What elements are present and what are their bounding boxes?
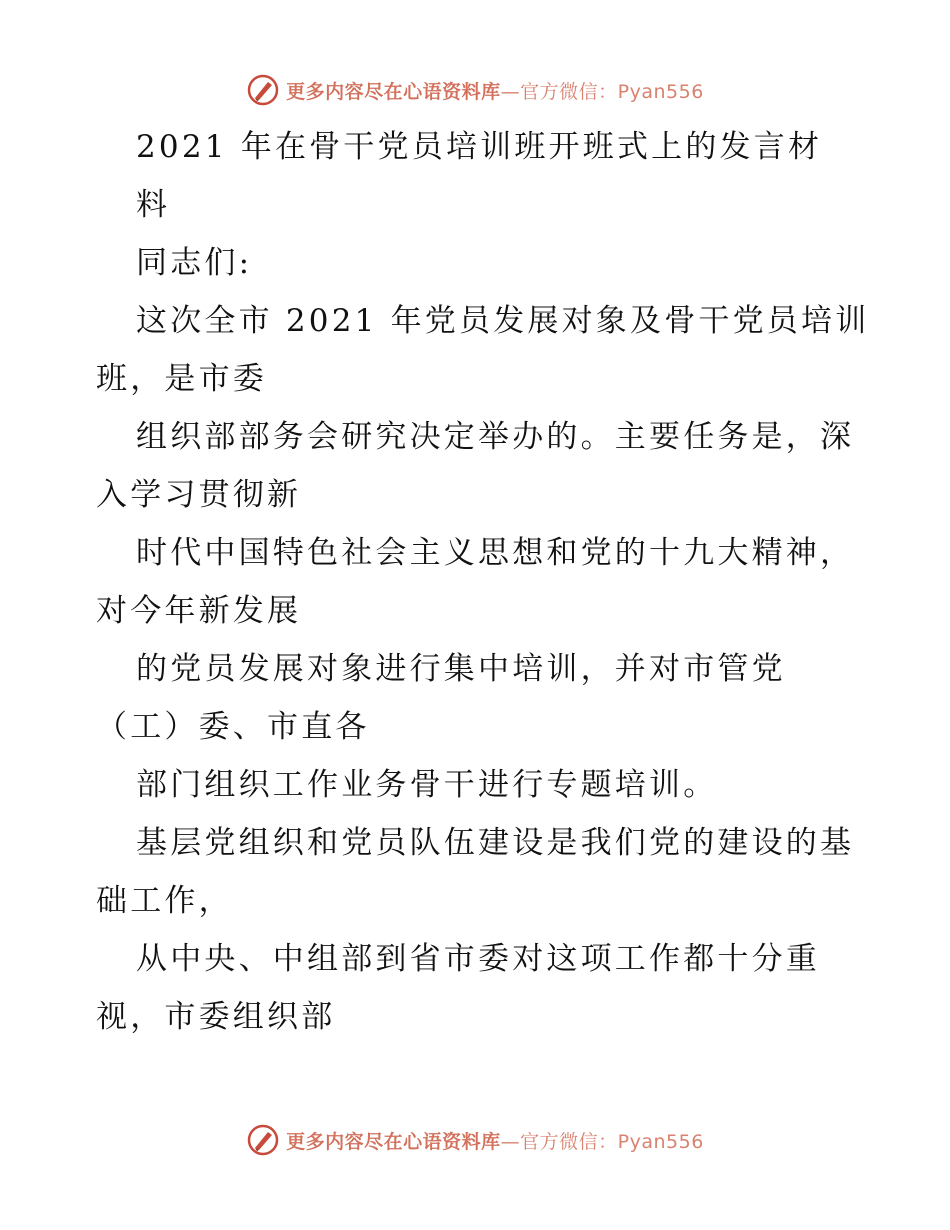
text-line: 时代中国特色社会主义思想和党的十九大精神， [136, 535, 855, 571]
text-line: 料 [136, 187, 171, 223]
text-line: 对今年新发展 [96, 593, 302, 629]
header-banner [0, 70, 950, 110]
text-line: 础工作， [96, 883, 233, 919]
text-line: 同志们: [136, 245, 253, 281]
footer-banner-text: 更多内容尽在心语资料库—官方微信：Pyan556 [286, 1130, 704, 1153]
document-body [96, 118, 870, 1046]
text-line: 部门组织工作业务骨干进行专题培训。 [136, 767, 718, 803]
text-line: 班，是市委 [96, 361, 267, 397]
pen-logo-icon [246, 73, 280, 107]
header-banner-text: 更多内容尽在心语资料库—官方微信：Pyan556 [286, 80, 704, 103]
text-line: 从中央、中组部到省市委对这项工作都十分重 [136, 941, 820, 977]
text-line: （工）委、市直各 [96, 709, 370, 745]
text-line: 的党员发展对象进行集中培训，并对市管党 [136, 651, 786, 687]
text-line: 这次全市 2021 年党员发展对象及骨干党员培训 [136, 303, 870, 339]
pen-logo-icon [246, 1123, 280, 1157]
text-line: 视，市委组织部 [96, 999, 336, 1035]
text-line: 入学习贯彻新 [96, 477, 302, 513]
text-line: 组织部部务会研究决定举办的。主要任务是，深 [136, 419, 855, 455]
text-line: 基层党组织和党员队伍建设是我们党的建设的基 [136, 825, 855, 861]
footer-banner [0, 1120, 950, 1160]
text-line: 2021 年在骨干党员培训班开班式上的发言材 [136, 129, 823, 165]
